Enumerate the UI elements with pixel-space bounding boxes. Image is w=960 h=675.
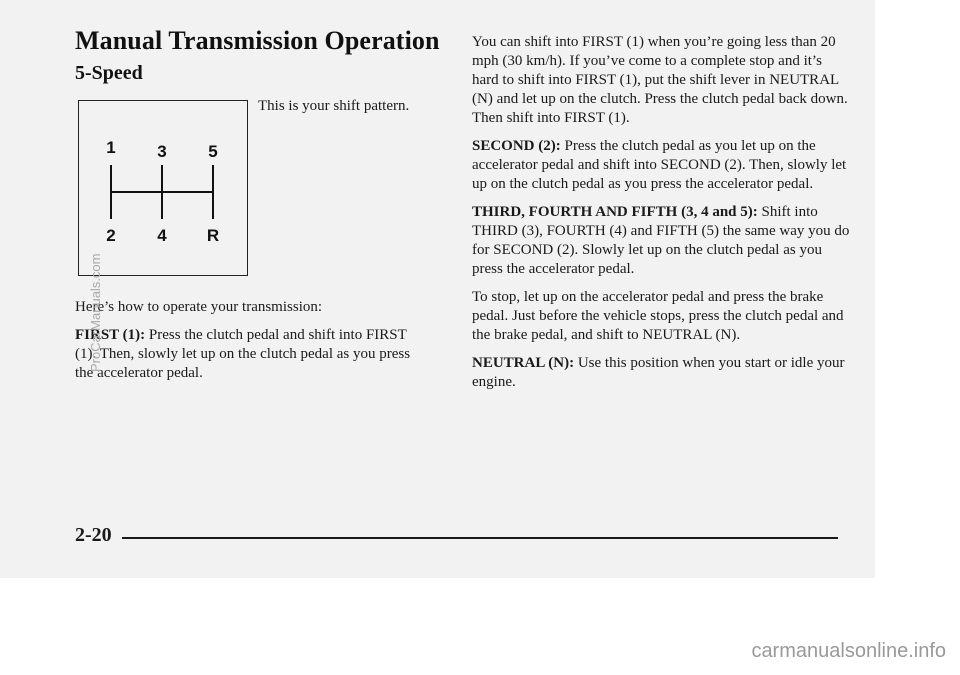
neutral-text: Use this position when you start or idle your engine. xyxy=(472,355,845,390)
gear-label-reverse: R xyxy=(206,226,220,245)
page-title: Manual Transmission Operation xyxy=(75,26,440,55)
neutral-paragraph xyxy=(472,354,850,392)
footer-divider xyxy=(122,537,838,539)
page-number: 2-20 xyxy=(75,524,112,546)
bottom-watermark: carmanualsonline.info xyxy=(751,640,946,662)
side-watermark: ProCarManuals.com xyxy=(88,253,103,372)
gear-label-4: 4 xyxy=(157,226,167,245)
right-column xyxy=(472,33,850,401)
shift-gate-lines xyxy=(111,165,213,219)
stopping-paragraph: To stop, let up on the accelerator pedal and press the brake pedal. Just before the vehicle stops, press the clutch pedal and the brake pedal, and shift to NEUTRAL (N). xyxy=(472,289,844,343)
left-column xyxy=(75,298,415,392)
second-gear-paragraph xyxy=(472,137,850,194)
upper-gears-text: Shift into THIRD (3), FOURTH (4) and FIFTH (5) the same way you do for SECOND (2). Slowly let up on the clutch pedal as you press the accelerator pedal. xyxy=(472,204,850,277)
neutral-heading: NEUTRAL (N): xyxy=(472,355,575,371)
first-gear-paragraph xyxy=(75,326,415,383)
gear-label-1: 1 xyxy=(106,138,116,157)
second-gear-heading: SECOND (2): xyxy=(472,138,561,154)
shift-pattern-diagram xyxy=(78,100,248,276)
gear-label-5: 5 xyxy=(208,142,218,161)
upper-gears-paragraph xyxy=(472,203,850,279)
first-gear-heading: FIRST (1): xyxy=(75,327,146,343)
second-gear-text: Press the clutch pedal as you let up on the accelerator pedal and shift into SECOND (2). Then, slowly let up on the clutch pedal as you press the accelerator pedal. xyxy=(472,138,847,192)
gear-label-2: 2 xyxy=(106,226,116,245)
first-gear-text: Press the clutch pedal and shift into FIRST (1). Then, slowly let up on the clutch pedal as you press the accelerator pedal. xyxy=(75,327,411,381)
intro-paragraph: Here’s how to operate your transmission: xyxy=(75,299,323,315)
shift-pattern-caption: This is your shift pattern. xyxy=(258,98,410,114)
section-subtitle: 5-Speed xyxy=(75,62,143,84)
first-gear-speed-paragraph: You can shift into FIRST (1) when you’re going less than 20 mph (30 km/h). If you’ve come to a complete stop and it’s hard to shift into FIRST (1), put the shift lever in NEUTRAL (N) and let up on the clutch. Press the clutch pedal back down. Then shift into FIRST (1). xyxy=(472,34,848,126)
shift-pattern-graphic xyxy=(79,101,247,275)
gear-label-3: 3 xyxy=(157,142,167,161)
upper-gears-heading: THIRD, FOURTH AND FIFTH (3, 4 and 5): xyxy=(472,204,758,220)
